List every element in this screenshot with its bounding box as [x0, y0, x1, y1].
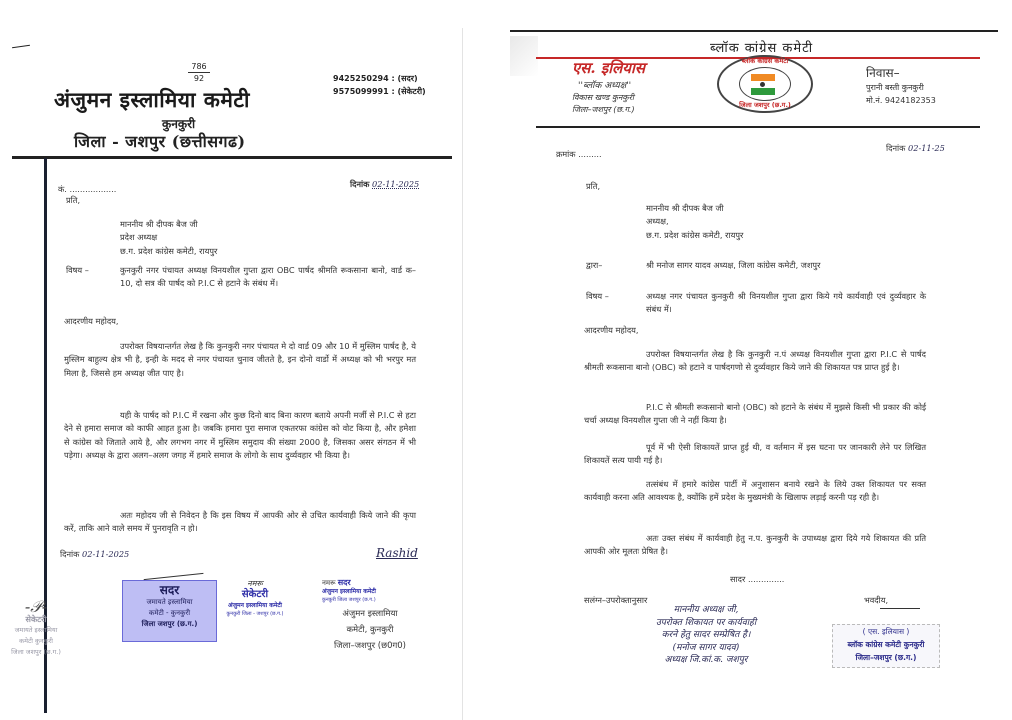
top-rule	[510, 30, 998, 32]
to-label: प्रति,	[586, 181, 601, 191]
org-title: अंजुमन इस्लामिया कमेटी	[54, 87, 250, 112]
via-label: द्वारा–	[586, 260, 603, 270]
left-letter	[0, 0, 480, 720]
enclosure: सलंग्न–उपरोक्तानुसार	[584, 595, 648, 605]
paragraph-2: P.I.C से श्रीमती रूकसानो बानो (OBC) को हटाने के संबंध में मुझसे किसी भी प्रकार की कोई चर्चा अध्यक्ष विनयशील गुप्ता जी ने नहीं किया है।	[584, 402, 926, 426]
footer-date: दिनांक 02-11-2025	[60, 549, 130, 559]
yours-faithfully: भवदीय,	[864, 595, 889, 605]
subject-text: अध्यक्ष नगर पंचायत कुनकुरी श्री विनयशील गुप्ता द्वारा किये गये कार्यवाही एवं दुर्व्यवहार के संबंध में।	[646, 291, 926, 315]
header-rule	[12, 156, 452, 159]
folded-corner	[510, 36, 538, 76]
subject-label: विषय –	[66, 265, 89, 275]
signature-rashid: Rashid	[376, 546, 418, 560]
flag-icon	[751, 74, 775, 95]
bottom-number: 92	[193, 74, 205, 83]
subject-label: विषय –	[586, 291, 609, 301]
header-bottom-rule	[536, 126, 980, 128]
closing: सादर ..............	[730, 574, 785, 584]
stamp-sadar: सदर जमायते इस्लामिया कमेटी - कुनकुरी जिला जशपुर (छ.ग.)	[122, 580, 217, 642]
paragraph-1: उपरोक्त विषयान्तर्गत लेख है कि कुनकुरी नगर पंचायत मे दो वार्ड 09 और 10 में मुस्लिम पार्षद है, ये मुस्लिम बाहुल्य क्षेत्र भी है, इन्ही के मदद से नगर पंचायत चुनाव जीतते है, इन दोनो वार्डो में अध्यक्ष को भी भरपुर मत मिला है, जिससे हम अध्यक्ष जीत पाए है।	[64, 341, 416, 378]
phone-secretary: 9575099991 : (सेकेटरी)	[333, 87, 426, 96]
number-786-92	[184, 62, 214, 83]
stamp-block-president: ( एस. इलियास ) ब्लॉक कांग्रेस कमेटी कुनकुरी जिला–जशपुर (छ.ग.)	[832, 624, 940, 668]
paragraph-5: अतः उक्त संबंध में कार्यवाही हेतु न.प. कुनकुरी के उपाध्यक्ष द्वारा दिये गये शिकायत की प्रति आपकी ओर मूलतः प्रेषित है।	[584, 533, 926, 557]
handwritten-note: नमरू	[247, 579, 263, 588]
to-label: प्रति,	[66, 195, 81, 205]
signature-sadar	[143, 562, 204, 580]
page-edge	[462, 28, 463, 720]
salutation: आदरणीय महोदय,	[584, 325, 639, 335]
emblem-top-text: ब्लॉक कांग्रेस कमेटी	[741, 57, 789, 65]
date-line: दिनांक 02-11-2025	[350, 179, 420, 189]
pen-mark	[12, 45, 30, 48]
sender-name: एस. इलियास	[572, 59, 646, 77]
paragraph-2: यही के पार्षद को P.I.C में रखना और कुछ दिनो बाद बिना कारण बताये अपनी मर्जी से P.I.C से हटा देने से हमारा समाज को काफी आहत हुआ है। जबकि हमारा पुरा समाज एकतरफा कांग्रेस को वोट किया है, और हमेशा से कांग्रेस को जिताते आये है, और लगभग नगर में मुस्लिम समुदाय की संख्या 2000 है, जिसका असर संगठन में भी पड़ेगा। अध्यक्ष के द्वारा अलग–अलग जगह में हमारे समाज के लोगो के साथ दुर्व्यवहार भी किया है।	[64, 410, 416, 461]
top-number: 786	[191, 62, 207, 71]
paragraph-1: उपरोक्त विषयान्तर्गत लेख है कि कुनकुरी न.पं अध्यक्ष विनयशील गुप्ता द्वारा P.I.C से पार्षद श्रीमती रूकसाना बानो (OBC) को हटाने व पार्षदगणो से दुर्व्यवहार किये जाने की शिकायत पत्र प्राप्त हुई है।	[584, 349, 926, 373]
sender-district: जिला–जशपुर (छ.ग.)	[572, 105, 635, 114]
paragraph-4: तत्संबंध में हमारे कांग्रेस पार्टी में अनुशासन बनाये रखने के लिये उक्त शिकायत पर सक्त कार्यवाही करना अति आवश्यक है, क्योंकि हमें प्रदेश के मुख्यमंत्री के खिलाफ लड़ाई करनी पड़ रही है।	[584, 479, 926, 503]
signature-ilias	[880, 608, 920, 609]
addressee: माननीय श्री दीपक बैज जी अध्यक्ष, छ.ग. प्रदेश कांग्रेस कमेटी, रायपुर	[646, 203, 744, 240]
sender-designation: ''ब्लॉक अध्यक्ष''	[578, 81, 632, 91]
stamp-sadar-small: नमरू सदर अंजुमन इस्लामिया कमेटी कुनकुरी जिला जशपुर (छ.ग.)	[322, 578, 376, 603]
subject-text: कुनकुरी नगर पंचायत अध्यक्ष विनयशील गुप्ता द्वारा OBC पार्षद श्रीमति रूकसाना बानो, वार्ड क–10, दो सत्र की पार्षद को P.I.C से हटाने के संबंध में।	[120, 265, 416, 289]
via-text: श्री मनोज सागर यादव अध्यक्ष, जिला कांग्रेस कमेटी, जशपुर	[646, 260, 821, 270]
ref-number: कं. ..................	[58, 184, 117, 194]
paragraph-3: अतः महोदय जी से निवेदन है कि इस विषय में आपकी ओर से उचित कार्यवाही किये जाने की कृपा करें, ताकि आने वाले समय में पुनरावृति न हो।	[64, 510, 416, 534]
salutation: आदरणीय महोदय,	[64, 316, 119, 326]
ref-number: क्रमांक .........	[556, 149, 602, 159]
paragraph-3: पूर्व में भी ऐसी शिकायतें प्राप्त हुई थी, व वर्तमान में इस घटना पर जानकारी लेने पर लिखित शिकायतें सत्य पायी गई है।	[584, 442, 926, 466]
congress-emblem	[717, 55, 813, 113]
committee-header: ब्लॉक कांग्रेस कमेटी	[710, 41, 814, 56]
stamp-secretary-faded: ‐𝒫‐ सेकेटरी जमायते इस्लामिया कमेटी कुनकुरी जिला जशपुर (छ.ग.)	[11, 597, 61, 656]
stamp-secretary: नमरू सेकेटरी अंजुमन इस्लामिया कमेटी कुनकुरी जिला - जशपुर (छ.ग.)	[214, 578, 296, 618]
addressee: माननीय श्री दीपक बैज जी प्रदेश अध्यक्ष छ.ग. प्रदेश कांग्रेस कमेटी, रायपुर	[120, 219, 218, 256]
date-line: दिनांक 02-11-25	[886, 143, 945, 153]
mobile-number: मो.नं. 9424182353	[866, 96, 936, 105]
phone-sadar: 9425250294 : (सदर)	[333, 74, 418, 83]
sender-block: विकास खण्ड कुनकुरी	[572, 93, 634, 102]
right-letter	[500, 0, 1012, 720]
org-town: कुनकुरी	[162, 117, 196, 131]
emblem-bottom-text: जिला जशपुर (छ.ग.)	[739, 101, 791, 109]
residence-address: पुरानी बस्ती कुनकुरी	[866, 83, 924, 92]
signer-block: अंजुमन इस्लामिया कमेटी, कुनकुरी जिला–जशपुर (छ0ग0)	[333, 609, 406, 651]
handwritten-endorsement: माननीय अध्यक्ष जी, उपरोक्त शिकायत पर कार्यवाही करने हेतु सादर सम्प्रेषित है। (मनोज सागर यादव) अध्यक्ष जि.कां.क. जशपुर	[655, 605, 757, 665]
org-district: जिला - जशपुर (छत्तीसगढ)	[74, 132, 246, 151]
residence-label: निवास–	[866, 66, 900, 80]
